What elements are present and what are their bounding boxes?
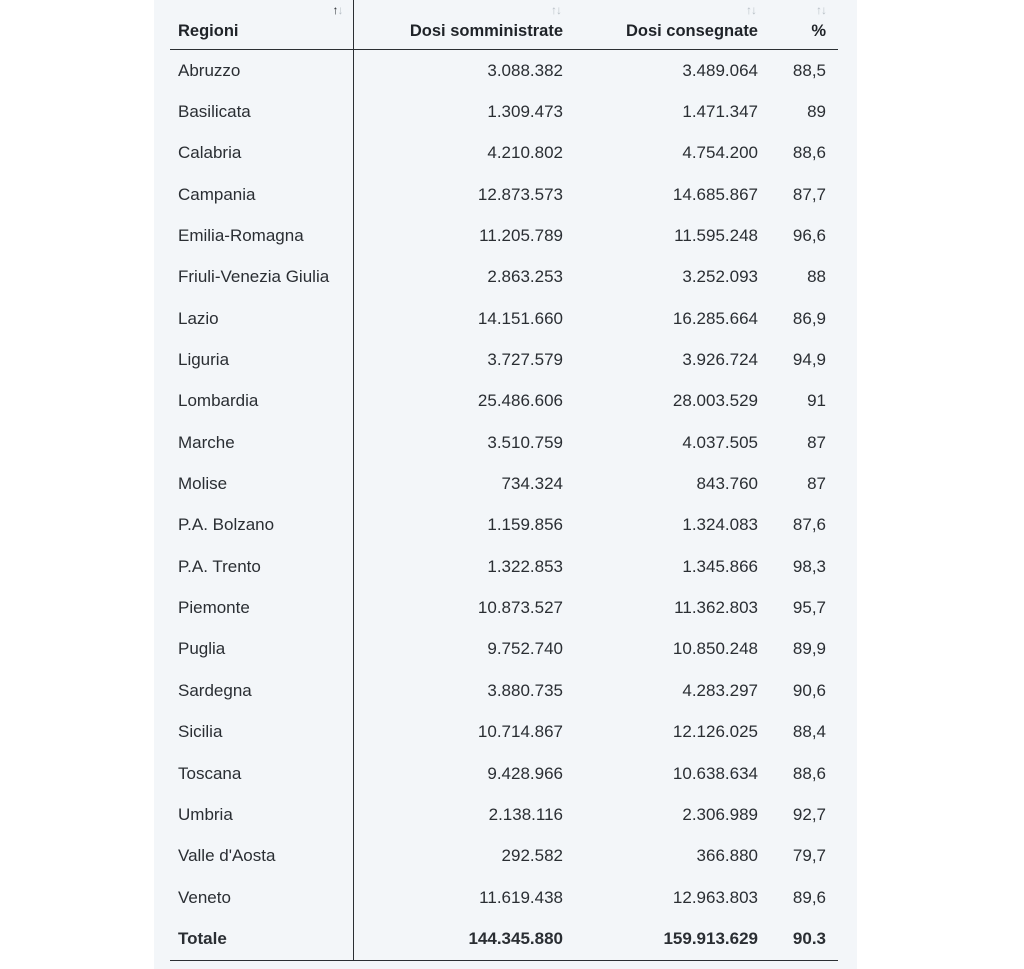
header-percent[interactable] — [770, 0, 838, 50]
cell-delivered: 10.638.634 — [672, 763, 758, 783]
total-label: Totale — [170, 918, 353, 960]
cell-region: Marche — [170, 422, 353, 463]
cell-percent: 89,9 — [792, 639, 826, 659]
table-row — [170, 174, 838, 215]
cell-delivered: 11.595.248 — [674, 226, 758, 246]
total-row — [170, 918, 838, 960]
cell-region: Puglia — [170, 629, 353, 670]
cell-region: Molise — [170, 463, 353, 504]
cell-percent: 88,6 — [792, 763, 826, 783]
cell-region: Piemonte — [170, 587, 353, 628]
cell-administered: 25.486.606 — [477, 391, 563, 411]
table-row — [170, 753, 838, 794]
cell-administered: 2.863.253 — [487, 267, 563, 287]
cell-delivered: 4.037.505 — [682, 432, 758, 452]
table-row — [170, 298, 838, 339]
cell-region: Campania — [170, 174, 353, 215]
sort-icon[interactable]: ↑↓ — [332, 3, 343, 17]
table-row — [170, 133, 838, 174]
cell-region: Toscana — [170, 753, 353, 794]
cell-administered: 1.159.856 — [487, 515, 563, 535]
cell-administered: 10.714.867 — [477, 722, 563, 742]
table-row — [170, 463, 838, 504]
cell-percent: 88,4 — [792, 722, 826, 742]
cell-administered: 292.582 — [501, 846, 563, 866]
cell-region: Liguria — [170, 339, 353, 380]
cell-region: Lazio — [170, 298, 353, 339]
table-row — [170, 339, 838, 380]
cell-percent: 96,6 — [792, 226, 826, 246]
cell-percent: 87 — [807, 474, 826, 494]
cell-administered: 3.088.382 — [487, 60, 563, 80]
cell-percent: 98,3 — [792, 556, 826, 576]
table-row — [170, 794, 838, 835]
cell-delivered: 3.252.093 — [682, 267, 758, 287]
cell-administered: 9.428.966 — [487, 763, 563, 783]
cell-administered: 14.151.660 — [477, 308, 563, 328]
cell-delivered: 3.489.064 — [682, 60, 758, 80]
cell-region: Sicilia — [170, 712, 353, 753]
header-regioni[interactable] — [170, 0, 353, 50]
cell-region: Abruzzo — [170, 50, 353, 92]
table-row — [170, 670, 838, 711]
cell-delivered: 10.850.248 — [672, 639, 758, 659]
cell-percent: 87,7 — [792, 184, 826, 204]
cell-region: Sardegna — [170, 670, 353, 711]
table-body — [170, 50, 838, 919]
table-row — [170, 422, 838, 463]
cell-delivered: 1.471.347 — [682, 102, 758, 122]
cell-administered: 4.210.802 — [487, 143, 563, 163]
header-label: % — [811, 22, 826, 40]
cell-administered: 3.880.735 — [487, 680, 563, 700]
cell-administered: 734.324 — [501, 474, 563, 494]
cell-region: P.A. Bolzano — [170, 505, 353, 546]
header-row — [170, 0, 838, 50]
cell-delivered: 11.362.803 — [674, 598, 758, 618]
cell-delivered: 843.760 — [696, 474, 758, 494]
cell-percent: 87,6 — [792, 515, 826, 535]
sort-icon[interactable]: ↑↓ — [551, 3, 561, 17]
table-row — [170, 91, 838, 132]
table-row — [170, 50, 838, 92]
cell-administered: 11.619.438 — [479, 887, 563, 907]
cell-percent: 89,6 — [792, 887, 826, 907]
header-label: Dosi consegnate — [625, 22, 758, 40]
cell-percent: 95,7 — [792, 598, 826, 618]
sort-icon[interactable]: ↑↓ — [746, 3, 756, 17]
cell-delivered: 12.963.803 — [672, 887, 758, 907]
cell-delivered: 12.126.025 — [672, 722, 758, 742]
cell-percent: 88,6 — [792, 143, 826, 163]
cell-delivered: 4.754.200 — [682, 143, 758, 163]
cell-percent: 90,6 — [792, 680, 826, 700]
cell-administered: 9.752.740 — [487, 639, 563, 659]
cell-region: Basilicata — [170, 91, 353, 132]
header-dosi-somministrate[interactable] — [353, 0, 575, 50]
cell-delivered: 2.306.989 — [682, 804, 758, 824]
cell-administered: 1.309.473 — [487, 102, 563, 122]
table-row — [170, 877, 838, 918]
cell-delivered: 4.283.297 — [682, 680, 758, 700]
table-row — [170, 546, 838, 587]
cell-administered: 12.873.573 — [477, 184, 563, 204]
cell-region: Friuli-Venezia Giulia — [170, 257, 353, 298]
cell-region: Umbria — [170, 794, 353, 835]
cell-percent: 89 — [807, 102, 826, 122]
cell-delivered: 366.880 — [696, 846, 758, 866]
cell-administered: 3.727.579 — [487, 350, 563, 370]
total-administered: 144.345.880 — [353, 918, 575, 960]
cell-administered: 1.322.853 — [487, 556, 563, 576]
header-label: Dosi somministrate — [409, 22, 563, 40]
total-delivered: 159.913.629 — [575, 918, 770, 960]
cell-percent: 88 — [807, 267, 826, 287]
cell-percent: 86,9 — [792, 308, 826, 328]
cell-percent: 92,7 — [792, 804, 826, 824]
cell-percent: 88,5 — [792, 60, 826, 80]
cell-delivered: 28.003.529 — [672, 391, 758, 411]
cell-region: Veneto — [170, 877, 353, 918]
cell-region: Calabria — [170, 133, 353, 174]
header-label: Regioni — [178, 22, 239, 40]
table-row — [170, 505, 838, 546]
sort-icon[interactable]: ↑↓ — [816, 3, 826, 17]
table-row — [170, 381, 838, 422]
cell-administered: 2.138.116 — [488, 804, 563, 824]
cell-administered: 11.205.789 — [479, 226, 563, 246]
cell-region: Emilia-Romagna — [170, 215, 353, 256]
table-row — [170, 257, 838, 298]
table-row — [170, 712, 838, 753]
header-dosi-consegnate[interactable] — [575, 0, 770, 50]
table-row — [170, 587, 838, 628]
table-footer — [170, 918, 838, 960]
cell-region: Valle d'Aosta — [170, 836, 353, 877]
cell-delivered: 3.926.724 — [682, 350, 758, 370]
cell-administered: 3.510.759 — [487, 432, 563, 452]
total-percent: 90.3 — [770, 918, 838, 960]
table-row — [170, 215, 838, 256]
cell-region: Lombardia — [170, 381, 353, 422]
cell-delivered: 1.324.083 — [682, 515, 758, 535]
cell-administered: 10.873.527 — [477, 598, 563, 618]
table-row — [170, 836, 838, 877]
cell-percent: 87 — [807, 432, 826, 452]
vaccine-doses-table — [170, 0, 838, 961]
table-row — [170, 629, 838, 670]
cell-percent: 94,9 — [792, 350, 826, 370]
cell-percent: 91 — [807, 391, 826, 411]
cell-delivered: 16.285.664 — [672, 308, 758, 328]
cell-delivered: 14.685.867 — [672, 184, 758, 204]
cell-delivered: 1.345.866 — [682, 556, 758, 576]
cell-percent: 79,7 — [792, 846, 826, 866]
table-header — [170, 0, 838, 50]
cell-region: P.A. Trento — [170, 546, 353, 587]
